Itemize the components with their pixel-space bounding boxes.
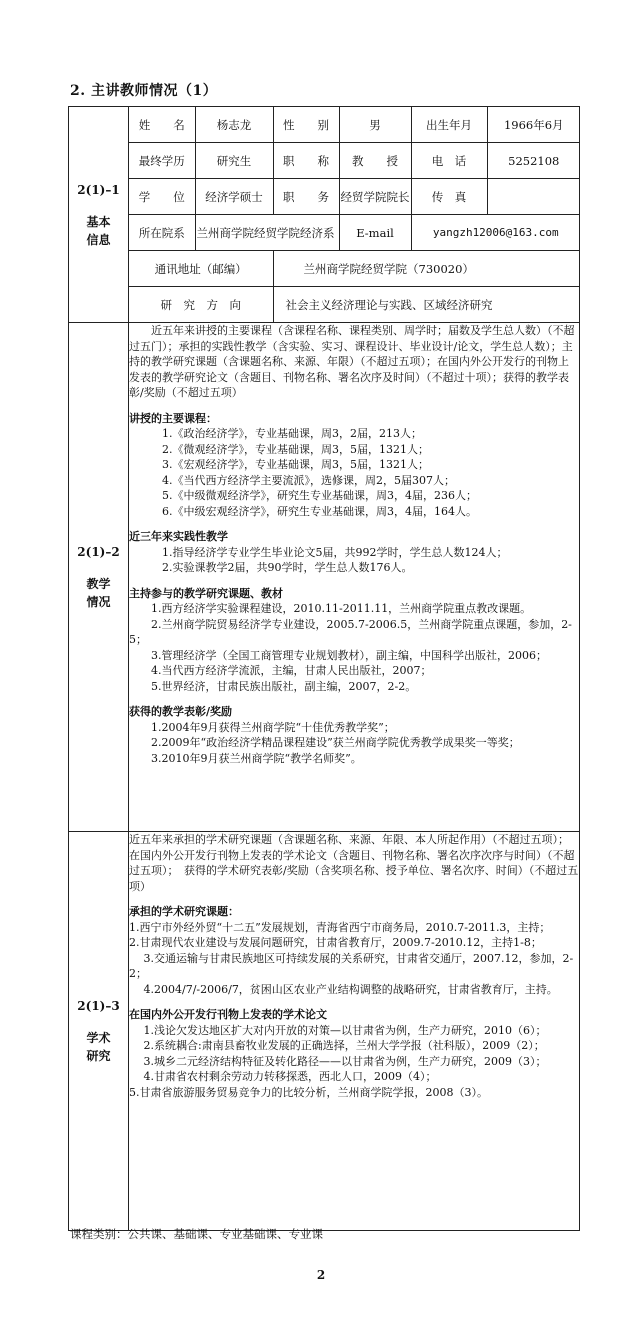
gender-label: 性 别 bbox=[273, 107, 339, 143]
list-item: 1.《政治经济学》，专业基础课，周3，2届，213人； bbox=[129, 427, 422, 440]
phone-value: 5252108 bbox=[487, 143, 580, 179]
info-row bbox=[129, 107, 580, 143]
list-item: 2.系统耦合:肃南县畜牧业发展的正确选择，兰州大学学报（社科版），2009（2）； bbox=[129, 1039, 545, 1052]
title-label: 职 称 bbox=[273, 143, 339, 179]
teaching-label bbox=[69, 323, 129, 832]
list-item: 1.指导经济学专业学生毕业论文5届，共992学时，学生总人数124人； bbox=[129, 545, 508, 559]
title-value: 教 授 bbox=[339, 143, 411, 179]
department-value: 兰州商学院经贸学院经济系 bbox=[195, 215, 339, 251]
info-row bbox=[129, 215, 580, 251]
research-label bbox=[69, 832, 129, 1231]
birth-value: 1966年6月 bbox=[487, 107, 580, 143]
gender-value: 男 bbox=[339, 107, 411, 143]
position-value: 经贸学院院长 bbox=[339, 179, 411, 215]
list-item: 5.甘肃省旅游服务贸易竞争力的比较分析，兰州商学院学报，2008（3）。 bbox=[129, 1085, 488, 1099]
teaching-awards-title: 获得的教学表彰/奖励 bbox=[129, 705, 233, 718]
degree-label: 学 位 bbox=[129, 179, 195, 215]
list-item: 4.《当代西方经济学主要流派》，选修课，周2，5届307人； bbox=[129, 473, 455, 487]
basic-info-section bbox=[69, 107, 580, 323]
address-label: 通讯地址（邮编） bbox=[129, 251, 273, 287]
research-section bbox=[69, 832, 580, 1231]
list-item: 6.《中级宏观经济学》，研究生专业基础课，周3，4届，164人。 bbox=[129, 504, 477, 518]
list-item: 2.甘肃现代农业建设与发展问题研究，甘肃省教育厅，2009.7-2010.12，主持1-8； bbox=[129, 936, 542, 949]
list-item: 1.西方经济学实验课程建设，2010.11-2011.11，兰州商学院重点教改课题。 bbox=[129, 602, 532, 615]
list-item: 4.甘肃省农村剩余劳动力转移探悉，西北人口，2009（4）； bbox=[129, 1070, 437, 1083]
list-item: 5.《中级微观经济学》，研究生专业基础课，周3，4届，236人； bbox=[129, 489, 477, 502]
teacher-info-table bbox=[68, 106, 580, 1231]
papers-title: 在国内外公开发行刊物上发表的学术论文 bbox=[129, 1008, 327, 1021]
research-intro: 近五年来承担的学术研究课题（含课题名称、来源、年限、本人所起作用）（不超过五项）； 在国内外公开发行刊物上发表的学术论文（含题目、刊物名称、署名次序次序与时间）（不超过五项）； 获得的学术研究表彰/奖励（含奖项名称、授予单位、署名次序、时间）（不超过五项） bbox=[129, 833, 579, 893]
list-item: 3.2010年9月获兰州商学院“教学名师奖”。 bbox=[129, 751, 362, 765]
address-value: 兰州商学院经贸学院（730020） bbox=[273, 251, 580, 287]
basic-info-label bbox=[69, 107, 129, 323]
list-item: 1.浅论欠发达地区扩大对内开放的对策—以甘肃省为例，生产力研究，2010（6）； bbox=[129, 1023, 547, 1037]
teaching-projects-title: 主持参与的教学研究课题、教材 bbox=[129, 586, 283, 600]
research-direction-value: 社会主义经济理论与实践、区域经济研究 bbox=[273, 287, 580, 323]
name-label: 姓 名 bbox=[129, 107, 195, 143]
department-label: 所在院系 bbox=[129, 215, 195, 251]
degree-value: 经济学硕士 bbox=[195, 179, 273, 215]
list-item: 4.2004/7/-2006/7，贫困山区农业产业结构调整的战略研究，甘肃省教育厅，主持。 bbox=[129, 982, 558, 996]
teaching-label-title: 教学情况 bbox=[86, 577, 111, 609]
list-item: 2.2009年“政治经济学精品课程建设”获兰州商学院优秀教学成果奖一等奖； bbox=[129, 736, 520, 749]
list-item: 1.2004年9月获得兰州商学院“十佳优秀教学奖”； bbox=[129, 720, 395, 734]
research-direction-label: 研 究 方 向 bbox=[129, 287, 273, 323]
list-item: 3.《宏观经济学》，专业基础课，周3，5届，1321人； bbox=[129, 458, 429, 471]
research-label-title: 学术研究 bbox=[86, 1031, 111, 1063]
list-item: 3.管理经济学（全国工商管理专业规划教材），副主编，中国科学出版社，2006； bbox=[129, 648, 547, 662]
education-label: 最终学历 bbox=[129, 143, 195, 179]
list-item: 4.当代西方经济学流派，主编，甘肃人民出版社，2007； bbox=[129, 664, 432, 677]
teaching-label-number: 2(1)–2 bbox=[77, 545, 120, 559]
position-label: 职 务 bbox=[273, 179, 339, 215]
basic-info-label-title: 基本信息 bbox=[86, 214, 111, 247]
info-row bbox=[129, 143, 580, 179]
research-content bbox=[129, 832, 580, 1231]
teaching-content bbox=[129, 323, 580, 832]
info-row bbox=[129, 179, 580, 215]
list-item: 5.世界经济，甘肃民族出版社，副主编，2007，2-2。 bbox=[129, 679, 417, 693]
research-projects-title: 承担的学术研究课题： bbox=[129, 905, 239, 918]
page-number: 2 bbox=[316, 1268, 326, 1282]
email-value: yangzh12006@163.com bbox=[411, 215, 580, 251]
teaching-section bbox=[69, 323, 580, 832]
list-item: 2.《微观经济学》，专业基础课，周3，5届，1321人； bbox=[129, 442, 429, 456]
info-row bbox=[129, 287, 580, 323]
course-category-note: 课程类别：公共课、基础课、专业基础课、专业课 bbox=[70, 1227, 323, 1241]
list-item: 3.交通运输与甘肃民族地区可持续发展的关系研究，甘肃省交通厅，2007.12，参加，2-2； bbox=[129, 951, 574, 980]
email-label: E-mail bbox=[339, 215, 411, 251]
list-item: 1.西宁市外经外贸“十二五”发展规划，青海省西宁市商务局，2010.7-2011.3，主持； bbox=[129, 920, 551, 934]
info-row bbox=[129, 251, 580, 287]
birth-label: 出生年月 bbox=[411, 107, 487, 143]
teaching-intro: 近五年来讲授的主要课程（含课程名称、课程类别、周学时；届数及学生总人数）（不超过五门）；承担的实践性教学（含实验、实习、课程设计、毕业设计/论文，学生总人数）；主持的教学研究课题（含课题名称、来源、年限）（不超过五项）；在国内外公开发行的刊物上发表的教学研究论文（含题目、刊物名称、署名次序及时间）（不超过十项）；获得的教学表彰/奖励（不超过五项） bbox=[129, 324, 575, 399]
section-heading: 2. 主讲教师情况（1） bbox=[70, 83, 218, 99]
phone-label: 电 话 bbox=[411, 143, 487, 179]
research-label-number: 2(1)–3 bbox=[77, 999, 120, 1013]
fax-value bbox=[487, 179, 580, 215]
list-item: 3.城乡二元经济结构特征及转化路径——以甘肃省为例，生产力研究，2009（3）； bbox=[129, 1054, 547, 1068]
education-value: 研究生 bbox=[195, 143, 273, 179]
courses-title: 讲授的主要课程： bbox=[129, 411, 217, 425]
basic-info-grid bbox=[129, 107, 580, 322]
list-item: 2.实验课教学2届，共90学时，学生总人数176人。 bbox=[129, 561, 413, 574]
name-value: 杨志龙 bbox=[195, 107, 273, 143]
practice-title: 近三年来实践性教学 bbox=[129, 530, 228, 543]
list-item: 2.兰州商学院贸易经济学专业建设，2005.7-2006.5，兰州商学院重点课题，参加，2-5； bbox=[129, 617, 572, 646]
basic-info-grid-cell bbox=[129, 107, 580, 323]
fax-label: 传 真 bbox=[411, 179, 487, 215]
basic-info-label-number: 2(1)–1 bbox=[77, 182, 120, 197]
